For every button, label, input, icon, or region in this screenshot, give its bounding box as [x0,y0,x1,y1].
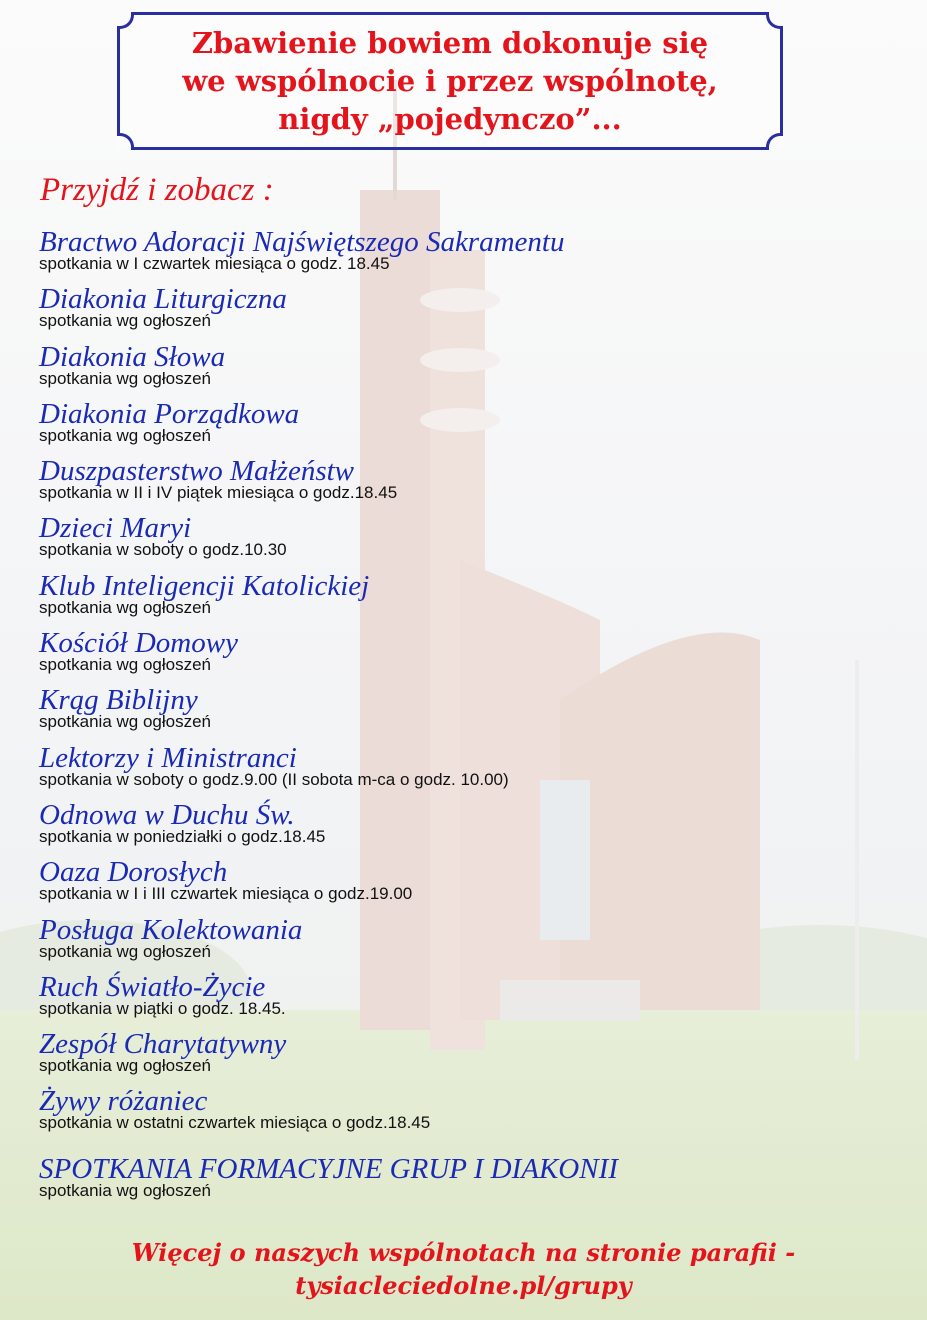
footer-line-1: Więcej o naszych wspólnotach na stronie parafii - [131,1238,796,1267]
group-schedule: spotkania w piątki o godz. 18.45. [39,998,286,1018]
group-name: SPOTKANIA FORMACYJNE GRUP I DIAKONII [39,1152,618,1185]
group-name: Posługa Kolektowania [39,913,303,946]
quote-line-3: nigdy „pojedynczo”... [278,102,622,136]
group-name: Ruch Światło-Życie [39,970,266,1003]
group-name: Żywy różaniec [39,1085,208,1118]
group-name: Diakonia Porządkowa [39,397,300,430]
group-schedule: spotkania w soboty o godz.10.30 [39,540,287,560]
frame-corner [117,12,134,29]
group-item [39,398,618,455]
group-name: Lektorzy i Ministranci [39,741,297,774]
group-name: Krąg Biblijny [39,684,198,717]
group-item [39,684,618,741]
group-name: Bractwo Adoracji Najświętszego Sakramentu [39,226,565,258]
group-item [39,627,618,684]
group-name: Kościół Domowy [39,627,238,660]
intro-heading: Przyjdź i zobacz : [40,172,274,208]
group-schedule: spotkania wg ogłoszeń [39,1056,212,1076]
group-schedule: spotkania wg ogłoszeń [39,941,212,961]
group-item [39,512,618,569]
group-item [39,455,618,512]
group-name: Diakonia Słowa [39,340,226,373]
group-schedule: spotkania w poniedziałki o godz.18.45 [39,826,326,846]
group-name: Dzieci Maryi [39,512,192,545]
group-item [39,799,618,856]
frame-corner [766,133,783,150]
group-schedule: spotkania wg ogłoszeń [39,368,212,388]
group-schedule: spotkania w II i IV piątek miesiąca o godz.18.45 [39,483,398,503]
group-item [39,226,618,283]
group-schedule: spotkania w soboty o godz.9.00 (II sobota m-ca o godz. 10.00) [39,769,509,789]
group-schedule: spotkania wg ogłoszeń [39,311,212,331]
group-schedule: spotkania w I czwartek miesiąca o godz. 18.45 [39,254,390,273]
group-item [39,971,618,1028]
group-item [39,1028,618,1085]
group-item [39,570,618,627]
group-schedule: spotkania w I i III czwartek miesiąca o godz.19.00 [39,884,413,904]
group-schedule: spotkania wg ogłoszeń [39,1180,212,1200]
group-item [39,914,618,971]
group-item [39,1153,618,1210]
group-schedule: spotkania wg ogłoszeń [39,712,212,732]
group-name: Odnowa w Duchu Św. [39,798,295,831]
group-name: Diakonia Liturgiczna [39,283,287,316]
group-list [39,226,618,1210]
group-schedule: spotkania wg ogłoszeń [39,597,212,617]
group-name: Duszpasterstwo Małżeństw [39,455,355,488]
group-name: Zespół Charytatywny [39,1028,287,1061]
group-item [39,1085,618,1142]
group-item [39,283,618,340]
group-schedule: spotkania wg ogłoszeń [39,425,212,445]
group-item [39,341,618,398]
group-schedule: spotkania w ostatni czwartek miesiąca o godz.18.45 [39,1113,431,1133]
footer-note [0,1236,927,1302]
quote-box [117,12,783,150]
quote-line-1: Zbawienie bowiem dokonuje się [191,26,709,60]
group-item [39,856,618,913]
footer-link[interactable]: tysiacleciedolne.pl/grupy [295,1271,632,1300]
group-name: Oaza Dorosłych [39,856,228,889]
frame-corner [766,12,783,29]
frame-corner [117,133,134,150]
quote-line-2: we wspólnocie i przez wspólnotę, [182,64,718,98]
group-name: Klub Inteligencji Katolickiej [39,569,370,602]
group-schedule: spotkania wg ogłoszeń [39,655,212,675]
group-item [39,742,618,799]
